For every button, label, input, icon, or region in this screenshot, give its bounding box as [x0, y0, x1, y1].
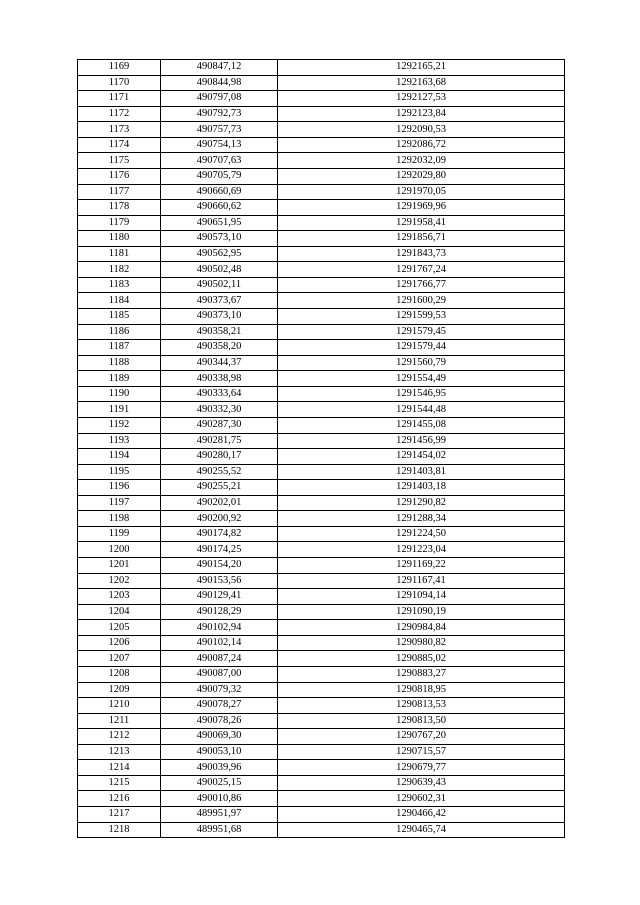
point-number-cell: 1208 [78, 666, 161, 682]
y-coordinate-cell: 1290813,53 [278, 698, 565, 714]
point-number-cell: 1200 [78, 542, 161, 558]
y-coordinate-cell: 1291843,73 [278, 246, 565, 262]
y-coordinate-cell: 1290818,95 [278, 682, 565, 698]
y-coordinate-cell: 1291544,48 [278, 402, 565, 418]
y-coordinate-cell: 1290465,74 [278, 822, 565, 838]
table-row [78, 682, 565, 698]
point-number-cell: 1210 [78, 698, 161, 714]
table-row [78, 262, 565, 278]
table-row [78, 464, 565, 480]
x-coordinate-cell: 490078,27 [161, 698, 278, 714]
y-coordinate-cell: 1291856,71 [278, 231, 565, 247]
table-row [78, 713, 565, 729]
x-coordinate-cell: 490174,25 [161, 542, 278, 558]
table-row [78, 589, 565, 605]
y-coordinate-cell: 1291579,45 [278, 324, 565, 340]
x-coordinate-cell: 490128,29 [161, 604, 278, 620]
point-number-cell: 1206 [78, 635, 161, 651]
y-coordinate-cell: 1290715,57 [278, 744, 565, 760]
y-coordinate-cell: 1291766,77 [278, 277, 565, 293]
point-number-cell: 1218 [78, 822, 161, 838]
table-row [78, 340, 565, 356]
x-coordinate-cell: 490255,52 [161, 464, 278, 480]
x-coordinate-cell: 490707,63 [161, 153, 278, 169]
x-coordinate-cell: 490202,01 [161, 495, 278, 511]
table-row [78, 511, 565, 527]
point-number-cell: 1213 [78, 744, 161, 760]
y-coordinate-cell: 1291403,18 [278, 480, 565, 496]
point-number-cell: 1187 [78, 340, 161, 356]
table-row [78, 604, 565, 620]
point-number-cell: 1215 [78, 775, 161, 791]
x-coordinate-cell: 490078,26 [161, 713, 278, 729]
y-coordinate-cell: 1291169,22 [278, 558, 565, 574]
table-row [78, 246, 565, 262]
coordinates-table-body [78, 60, 565, 838]
x-coordinate-cell: 490373,10 [161, 309, 278, 325]
x-coordinate-cell: 490573,10 [161, 231, 278, 247]
table-row [78, 775, 565, 791]
x-coordinate-cell: 490660,62 [161, 200, 278, 216]
x-coordinate-cell: 490333,64 [161, 386, 278, 402]
table-row [78, 433, 565, 449]
y-coordinate-cell: 1291456,99 [278, 433, 565, 449]
y-coordinate-cell: 1290984,84 [278, 620, 565, 636]
y-coordinate-cell: 1291958,41 [278, 215, 565, 231]
y-coordinate-cell: 1291094,14 [278, 589, 565, 605]
y-coordinate-cell: 1292127,53 [278, 91, 565, 107]
y-coordinate-cell: 1292086,72 [278, 137, 565, 153]
table-row [78, 495, 565, 511]
x-coordinate-cell: 490087,24 [161, 651, 278, 667]
table-row [78, 371, 565, 387]
table-row [78, 698, 565, 714]
y-coordinate-cell: 1292123,84 [278, 106, 565, 122]
table-row [78, 666, 565, 682]
point-number-cell: 1191 [78, 402, 161, 418]
y-coordinate-cell: 1291767,24 [278, 262, 565, 278]
y-coordinate-cell: 1291560,79 [278, 355, 565, 371]
table-row [78, 91, 565, 107]
point-number-cell: 1176 [78, 168, 161, 184]
point-number-cell: 1202 [78, 573, 161, 589]
y-coordinate-cell: 1291288,34 [278, 511, 565, 527]
table-row [78, 417, 565, 433]
x-coordinate-cell: 490373,67 [161, 293, 278, 309]
table-row [78, 215, 565, 231]
y-coordinate-cell: 1290466,42 [278, 807, 565, 823]
table-row [78, 635, 565, 651]
y-coordinate-cell: 1292090,53 [278, 122, 565, 138]
x-coordinate-cell: 490039,96 [161, 760, 278, 776]
point-number-cell: 1212 [78, 729, 161, 745]
point-number-cell: 1216 [78, 791, 161, 807]
point-number-cell: 1184 [78, 293, 161, 309]
table-row [78, 324, 565, 340]
point-number-cell: 1180 [78, 231, 161, 247]
table-row [78, 137, 565, 153]
y-coordinate-cell: 1292165,21 [278, 60, 565, 76]
point-number-cell: 1182 [78, 262, 161, 278]
table-row [78, 402, 565, 418]
x-coordinate-cell: 490562,95 [161, 246, 278, 262]
x-coordinate-cell: 490797,08 [161, 91, 278, 107]
x-coordinate-cell: 490844,98 [161, 75, 278, 91]
table-row [78, 558, 565, 574]
x-coordinate-cell: 490358,20 [161, 340, 278, 356]
table-row [78, 293, 565, 309]
point-number-cell: 1178 [78, 200, 161, 216]
point-number-cell: 1170 [78, 75, 161, 91]
x-coordinate-cell: 490757,73 [161, 122, 278, 138]
x-coordinate-cell: 490754,13 [161, 137, 278, 153]
point-number-cell: 1194 [78, 449, 161, 465]
point-number-cell: 1193 [78, 433, 161, 449]
y-coordinate-cell: 1291546,95 [278, 386, 565, 402]
x-coordinate-cell: 490153,56 [161, 573, 278, 589]
point-number-cell: 1174 [78, 137, 161, 153]
x-coordinate-cell: 490079,32 [161, 682, 278, 698]
x-coordinate-cell: 490287,30 [161, 417, 278, 433]
point-number-cell: 1209 [78, 682, 161, 698]
table-row [78, 822, 565, 838]
x-coordinate-cell: 490847,12 [161, 60, 278, 76]
point-number-cell: 1207 [78, 651, 161, 667]
point-number-cell: 1203 [78, 589, 161, 605]
point-number-cell: 1183 [78, 277, 161, 293]
x-coordinate-cell: 490792,73 [161, 106, 278, 122]
table-row [78, 200, 565, 216]
x-coordinate-cell: 490102,94 [161, 620, 278, 636]
x-coordinate-cell: 490332,30 [161, 402, 278, 418]
point-number-cell: 1197 [78, 495, 161, 511]
x-coordinate-cell: 490025,15 [161, 775, 278, 791]
point-number-cell: 1195 [78, 464, 161, 480]
x-coordinate-cell: 490053,10 [161, 744, 278, 760]
point-number-cell: 1177 [78, 184, 161, 200]
table-row [78, 760, 565, 776]
y-coordinate-cell: 1291970,05 [278, 184, 565, 200]
y-coordinate-cell: 1291599,53 [278, 309, 565, 325]
y-coordinate-cell: 1292032,09 [278, 153, 565, 169]
y-coordinate-cell: 1291554,49 [278, 371, 565, 387]
y-coordinate-cell: 1290813,50 [278, 713, 565, 729]
table-row [78, 75, 565, 91]
x-coordinate-cell: 490154,20 [161, 558, 278, 574]
table-row [78, 106, 565, 122]
x-coordinate-cell: 490069,30 [161, 729, 278, 745]
point-number-cell: 1192 [78, 417, 161, 433]
x-coordinate-cell: 490344,37 [161, 355, 278, 371]
table-row [78, 168, 565, 184]
table-row [78, 542, 565, 558]
table-row [78, 386, 565, 402]
point-number-cell: 1186 [78, 324, 161, 340]
x-coordinate-cell: 489951,97 [161, 807, 278, 823]
point-number-cell: 1173 [78, 122, 161, 138]
point-number-cell: 1181 [78, 246, 161, 262]
x-coordinate-cell: 489951,68 [161, 822, 278, 838]
x-coordinate-cell: 490660,69 [161, 184, 278, 200]
table-row [78, 729, 565, 745]
table-row [78, 807, 565, 823]
y-coordinate-cell: 1291454,02 [278, 449, 565, 465]
x-coordinate-cell: 490102,14 [161, 635, 278, 651]
point-number-cell: 1205 [78, 620, 161, 636]
x-coordinate-cell: 490280,17 [161, 449, 278, 465]
x-coordinate-cell: 490651,95 [161, 215, 278, 231]
x-coordinate-cell: 490255,21 [161, 480, 278, 496]
y-coordinate-cell: 1291403,81 [278, 464, 565, 480]
table-row [78, 231, 565, 247]
point-number-cell: 1189 [78, 371, 161, 387]
point-number-cell: 1198 [78, 511, 161, 527]
table-row [78, 526, 565, 542]
table-row [78, 620, 565, 636]
point-number-cell: 1190 [78, 386, 161, 402]
y-coordinate-cell: 1291167,41 [278, 573, 565, 589]
x-coordinate-cell: 490358,21 [161, 324, 278, 340]
table-row [78, 480, 565, 496]
point-number-cell: 1175 [78, 153, 161, 169]
point-number-cell: 1185 [78, 309, 161, 325]
x-coordinate-cell: 490502,11 [161, 277, 278, 293]
point-number-cell: 1169 [78, 60, 161, 76]
y-coordinate-cell: 1291224,50 [278, 526, 565, 542]
point-number-cell: 1188 [78, 355, 161, 371]
y-coordinate-cell: 1291223,04 [278, 542, 565, 558]
y-coordinate-cell: 1290767,20 [278, 729, 565, 745]
x-coordinate-cell: 490129,41 [161, 589, 278, 605]
y-coordinate-cell: 1291455,08 [278, 417, 565, 433]
y-coordinate-cell: 1290679,77 [278, 760, 565, 776]
x-coordinate-cell: 490338,98 [161, 371, 278, 387]
table-row [78, 355, 565, 371]
table-row [78, 573, 565, 589]
y-coordinate-cell: 1290883,27 [278, 666, 565, 682]
point-number-cell: 1217 [78, 807, 161, 823]
x-coordinate-cell: 490087,00 [161, 666, 278, 682]
y-coordinate-cell: 1291969,96 [278, 200, 565, 216]
y-coordinate-cell: 1291090,19 [278, 604, 565, 620]
point-number-cell: 1179 [78, 215, 161, 231]
y-coordinate-cell: 1290885,02 [278, 651, 565, 667]
y-coordinate-cell: 1290639,43 [278, 775, 565, 791]
y-coordinate-cell: 1292163,68 [278, 75, 565, 91]
y-coordinate-cell: 1290602,31 [278, 791, 565, 807]
x-coordinate-cell: 490705,79 [161, 168, 278, 184]
point-number-cell: 1196 [78, 480, 161, 496]
point-number-cell: 1204 [78, 604, 161, 620]
point-number-cell: 1211 [78, 713, 161, 729]
y-coordinate-cell: 1290980,82 [278, 635, 565, 651]
x-coordinate-cell: 490281,75 [161, 433, 278, 449]
point-number-cell: 1171 [78, 91, 161, 107]
table-row [78, 309, 565, 325]
point-number-cell: 1214 [78, 760, 161, 776]
x-coordinate-cell: 490502,48 [161, 262, 278, 278]
point-number-cell: 1201 [78, 558, 161, 574]
y-coordinate-cell: 1291290,82 [278, 495, 565, 511]
table-row [78, 449, 565, 465]
table-row [78, 744, 565, 760]
point-number-cell: 1172 [78, 106, 161, 122]
point-number-cell: 1199 [78, 526, 161, 542]
y-coordinate-cell: 1291600,29 [278, 293, 565, 309]
table-row [78, 277, 565, 293]
table-row [78, 60, 565, 76]
table-row [78, 153, 565, 169]
x-coordinate-cell: 490010,86 [161, 791, 278, 807]
table-row [78, 184, 565, 200]
y-coordinate-cell: 1292029,80 [278, 168, 565, 184]
table-row [78, 122, 565, 138]
table-row [78, 791, 565, 807]
table-row [78, 651, 565, 667]
y-coordinate-cell: 1291579,44 [278, 340, 565, 356]
x-coordinate-cell: 490174,82 [161, 526, 278, 542]
coordinates-table [77, 59, 565, 838]
x-coordinate-cell: 490200,92 [161, 511, 278, 527]
